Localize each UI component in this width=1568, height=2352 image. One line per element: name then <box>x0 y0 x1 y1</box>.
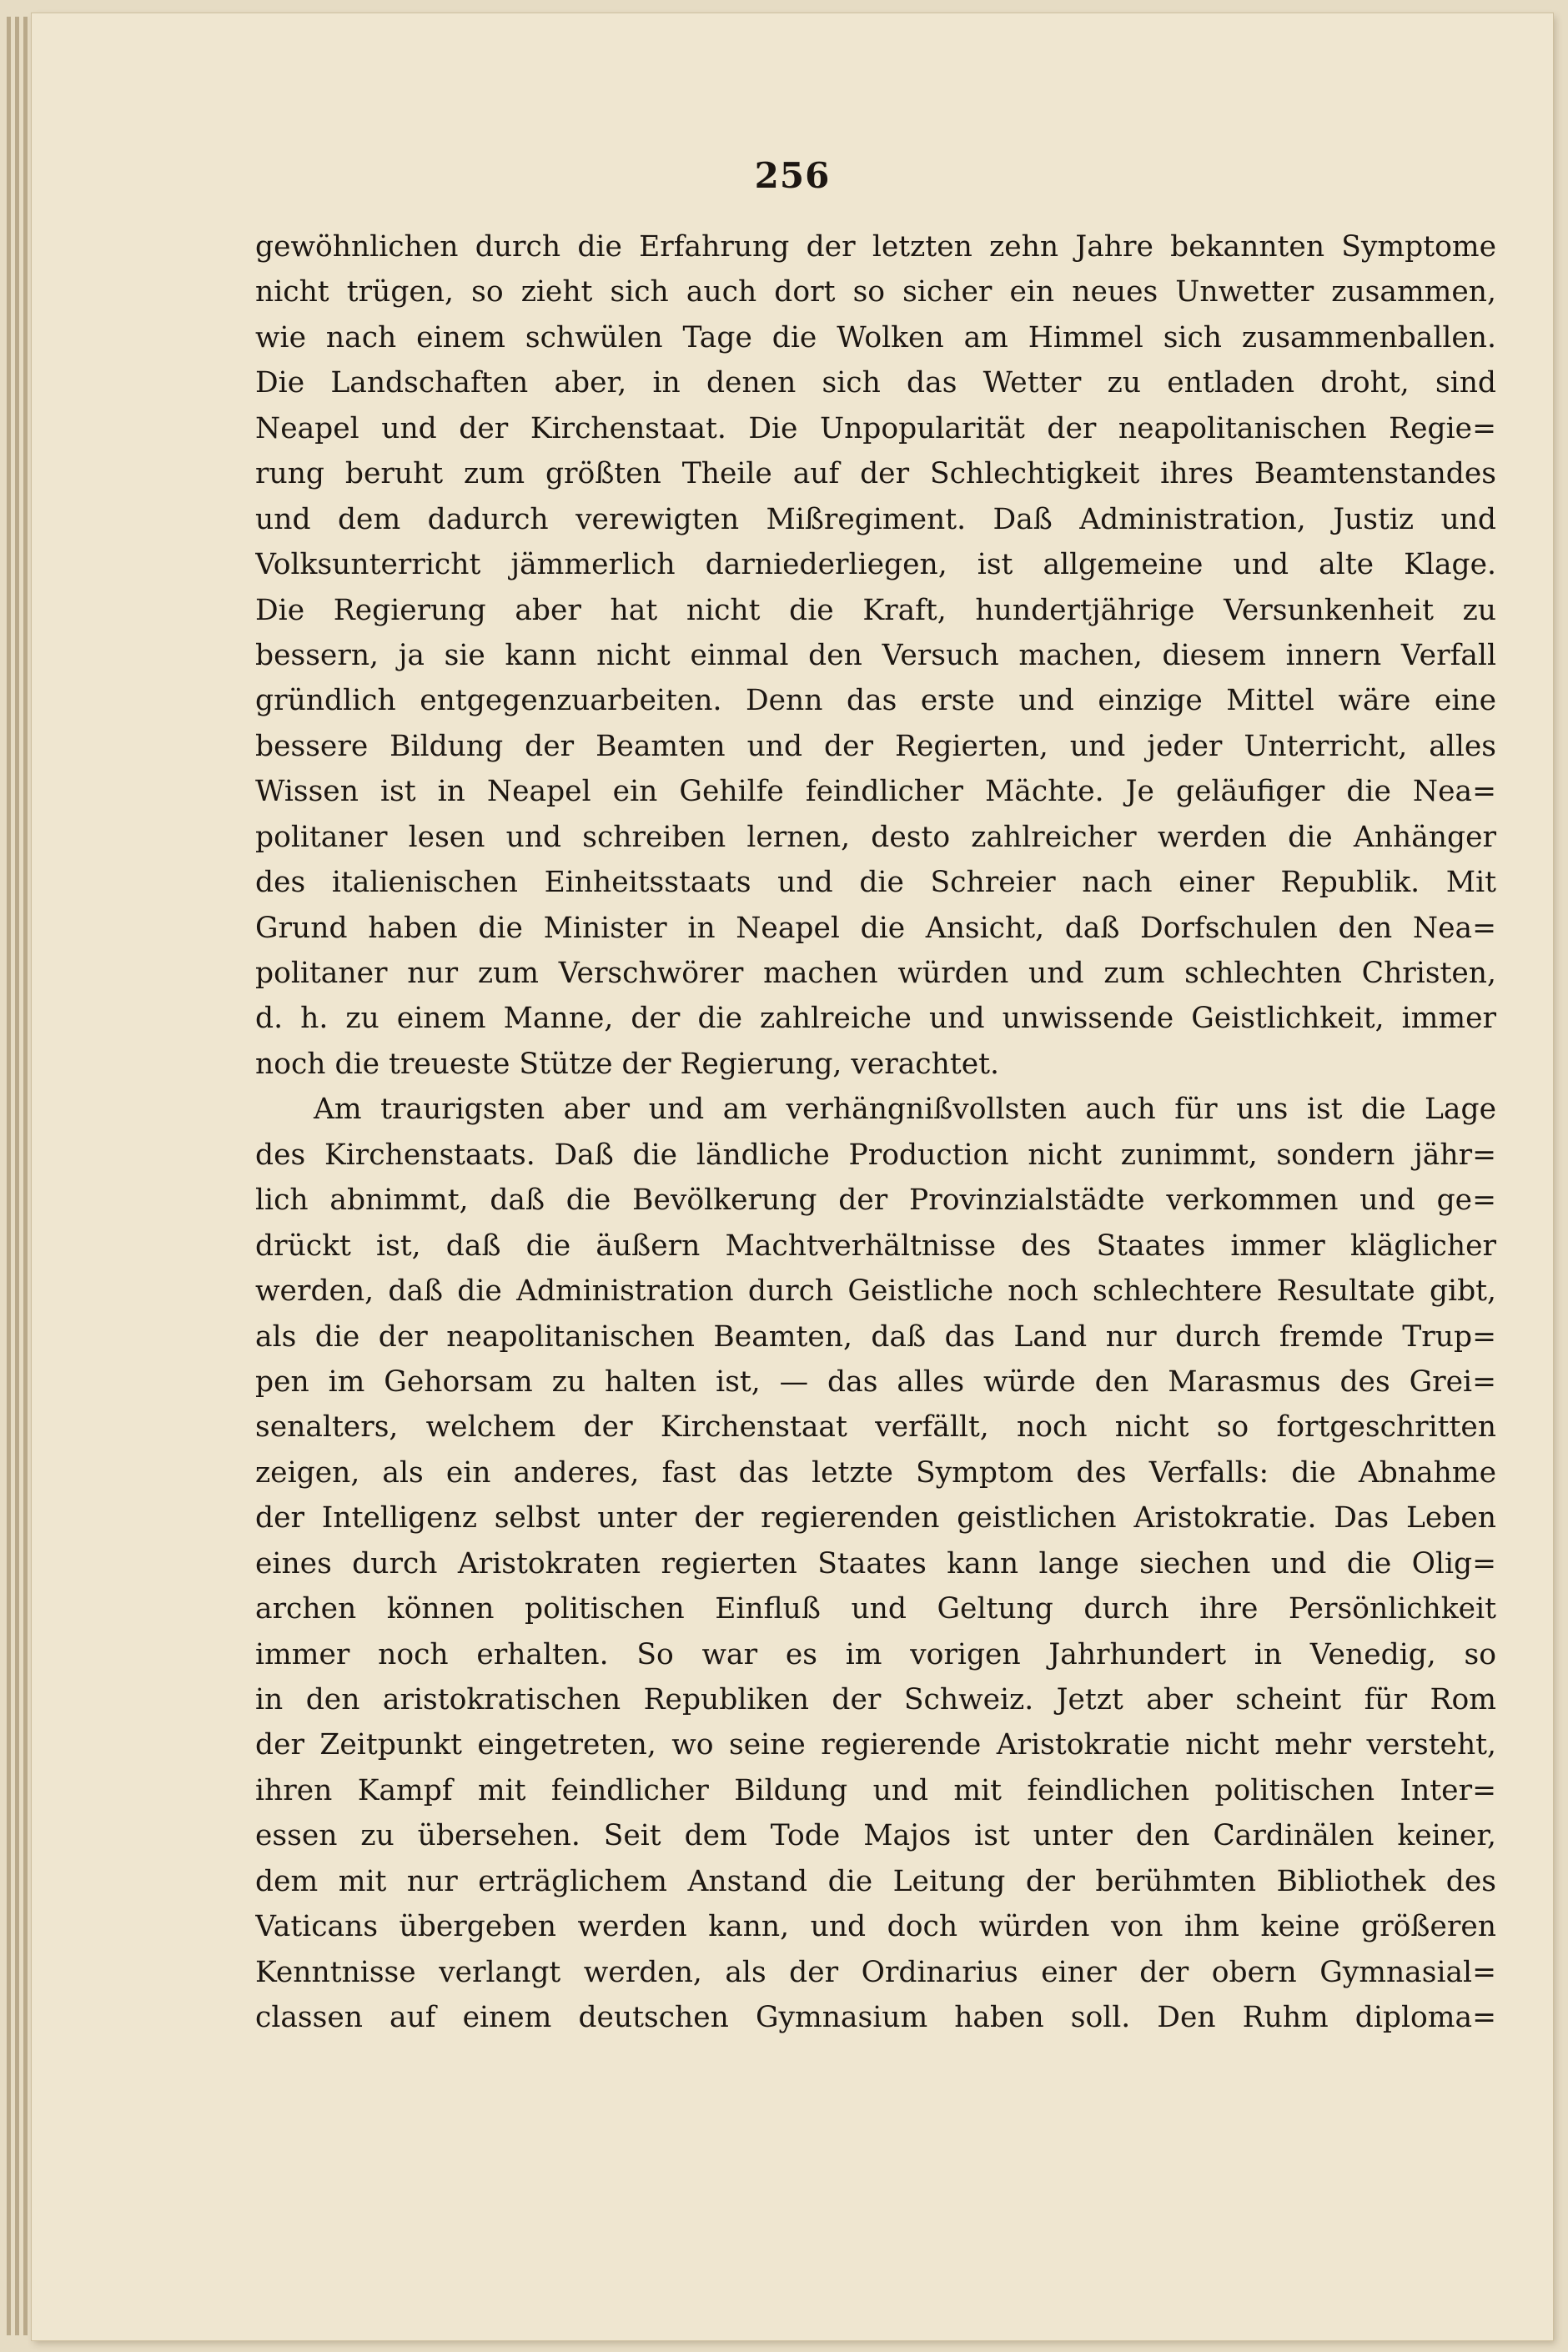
text-line: drückt ist, daß die äußern Machtverhältnisse des Staates immer kläglicher <box>255 1229 1496 1263</box>
text-line: archen können politischen Einfluß und Geltung durch ihre Persönlichkeit <box>255 1592 1496 1626</box>
page-stack-edge <box>23 17 28 2335</box>
text-line: gründlich entgegenzuarbeiten. Denn das erste und einzige Mittel wäre eine <box>255 684 1496 718</box>
text-line: der Intelligenz selbst unter der regierenden geistlichen Aristokratie. Das Leben <box>255 1501 1496 1535</box>
body-text <box>255 224 1496 2041</box>
text-line: und dem dadurch verewigten Mißregiment. Daß Administration, Justiz und <box>255 502 1496 536</box>
book-page <box>32 13 1553 2340</box>
text-line: Wissen ist in Neapel ein Gehilfe feindlicher Mächte. Je geläufiger die Nea= <box>255 775 1496 809</box>
page-stack-edge <box>15 17 19 2335</box>
text-line: wie nach einem schwülen Tage die Wolken am Himmel sich zusammenballen. <box>255 320 1496 354</box>
text-line: politaner nur zum Verschwörer machen würden und zum schlechten Christen, <box>255 957 1496 990</box>
text-line: noch die treueste Stütze der Regierung, verachtet. <box>255 1047 999 1081</box>
text-line: Am traurigsten aber und am verhängnißvollsten auch für uns ist die Lage <box>314 1093 1496 1127</box>
text-line: ihren Kampf mit feindlicher Bildung und mit feindlichen politischen Inter= <box>255 1773 1496 1807</box>
text-line: lich abnimmt, daß die Bevölkerung der Provinzialstädte verkommen und ge= <box>255 1184 1496 1218</box>
text-line: bessere Bildung der Beamten und der Regierten, und jeder Unterricht, alles <box>255 729 1496 763</box>
text-line: politaner lesen und schreiben lernen, desto zahlreicher werden die Anhänger <box>255 820 1496 854</box>
text-line: Volksunterricht jämmerlich darniederliegen, ist allgemeine und alte Klage. <box>255 548 1496 582</box>
text-line: d. h. zu einem Manne, der die zahlreiche und unwissende Geistlichkeit, immer <box>255 1002 1496 1036</box>
text-line: Kenntnisse verlangt werden, als der Ordinarius einer der obern Gymnasial= <box>255 1955 1496 1989</box>
text-line: als die der neapolitanischen Beamten, daß das Land nur durch fremde Trup= <box>255 1319 1496 1354</box>
text-line: nicht trügen, so zieht sich auch dort so sicher ein neues Unwetter zusammen, <box>255 275 1496 309</box>
text-line: rung beruht zum größten Theile auf der Schlechtigkeit ihres Beamtenstandes <box>255 457 1496 491</box>
page-stack-edge <box>7 17 11 2335</box>
text-line: pen im Gehorsam zu halten ist, — das alles würde den Marasmus des Grei= <box>255 1364 1496 1399</box>
page-number: 256 <box>754 155 831 196</box>
text-line: Vaticans übergeben werden kann, und doch würden von ihm keine größeren <box>255 1910 1496 1944</box>
text-line: bessern, ja sie kann nicht einmal den Versuch machen, diesem innern Verfall <box>255 638 1496 672</box>
text-line: essen zu übersehen. Seit dem Tode Majos ist unter den Cardinälen keiner, <box>255 1819 1496 1853</box>
text-line: eines durch Aristokraten regierten Staates kann lange siechen und die Olig= <box>255 1546 1496 1581</box>
text-line: Die Regierung aber hat nicht die Kraft, hundertjährige Versunkenheit zu <box>255 593 1496 627</box>
text-line: Grund haben die Minister in Neapel die Ansicht, daß Dorfschulen den Nea= <box>255 911 1496 945</box>
text-line: gewöhnlichen durch die Erfahrung der letzten zehn Jahre bekannten Symptome <box>255 230 1496 264</box>
text-line: classen auf einem deutschen Gymnasium haben soll. Den Ruhm diploma= <box>255 2001 1496 2035</box>
text-line: zeigen, als ein anderes, fast das letzte Symptom des Verfalls: die Abnahme <box>255 1455 1496 1490</box>
text-line: des italienischen Einheitsstaats und die Schreier nach einer Republik. Mit <box>255 866 1496 900</box>
text-line: Neapel und der Kirchenstaat. Die Unpopularität der neapolitanischen Regie= <box>255 411 1496 445</box>
text-line: immer noch erhalten. So war es im vorigen Jahrhundert in Venedig, so <box>255 1637 1496 1671</box>
text-line: werden, daß die Administration durch Geistliche noch schlechtere Resultate gibt, <box>255 1274 1496 1309</box>
text-line: der Zeitpunkt eingetreten, wo seine regierende Aristokratie nicht mehr versteht, <box>255 1728 1496 1762</box>
text-line: des Kirchenstaats. Daß die ländliche Production nicht zunimmt, sondern jähr= <box>255 1138 1496 1172</box>
text-line: in den aristokratischen Republiken der Schweiz. Jetzt aber scheint für Rom <box>255 1683 1496 1716</box>
text-line: Die Landschaften aber, in denen sich das Wetter zu entladen droht, sind <box>255 366 1496 400</box>
text-line: senalters, welchem der Kirchenstaat verfällt, noch nicht so fortgeschritten <box>255 1410 1496 1445</box>
text-line: dem mit nur erträglichem Anstand die Leitung der berühmten Bibliothek des <box>255 1864 1496 1898</box>
